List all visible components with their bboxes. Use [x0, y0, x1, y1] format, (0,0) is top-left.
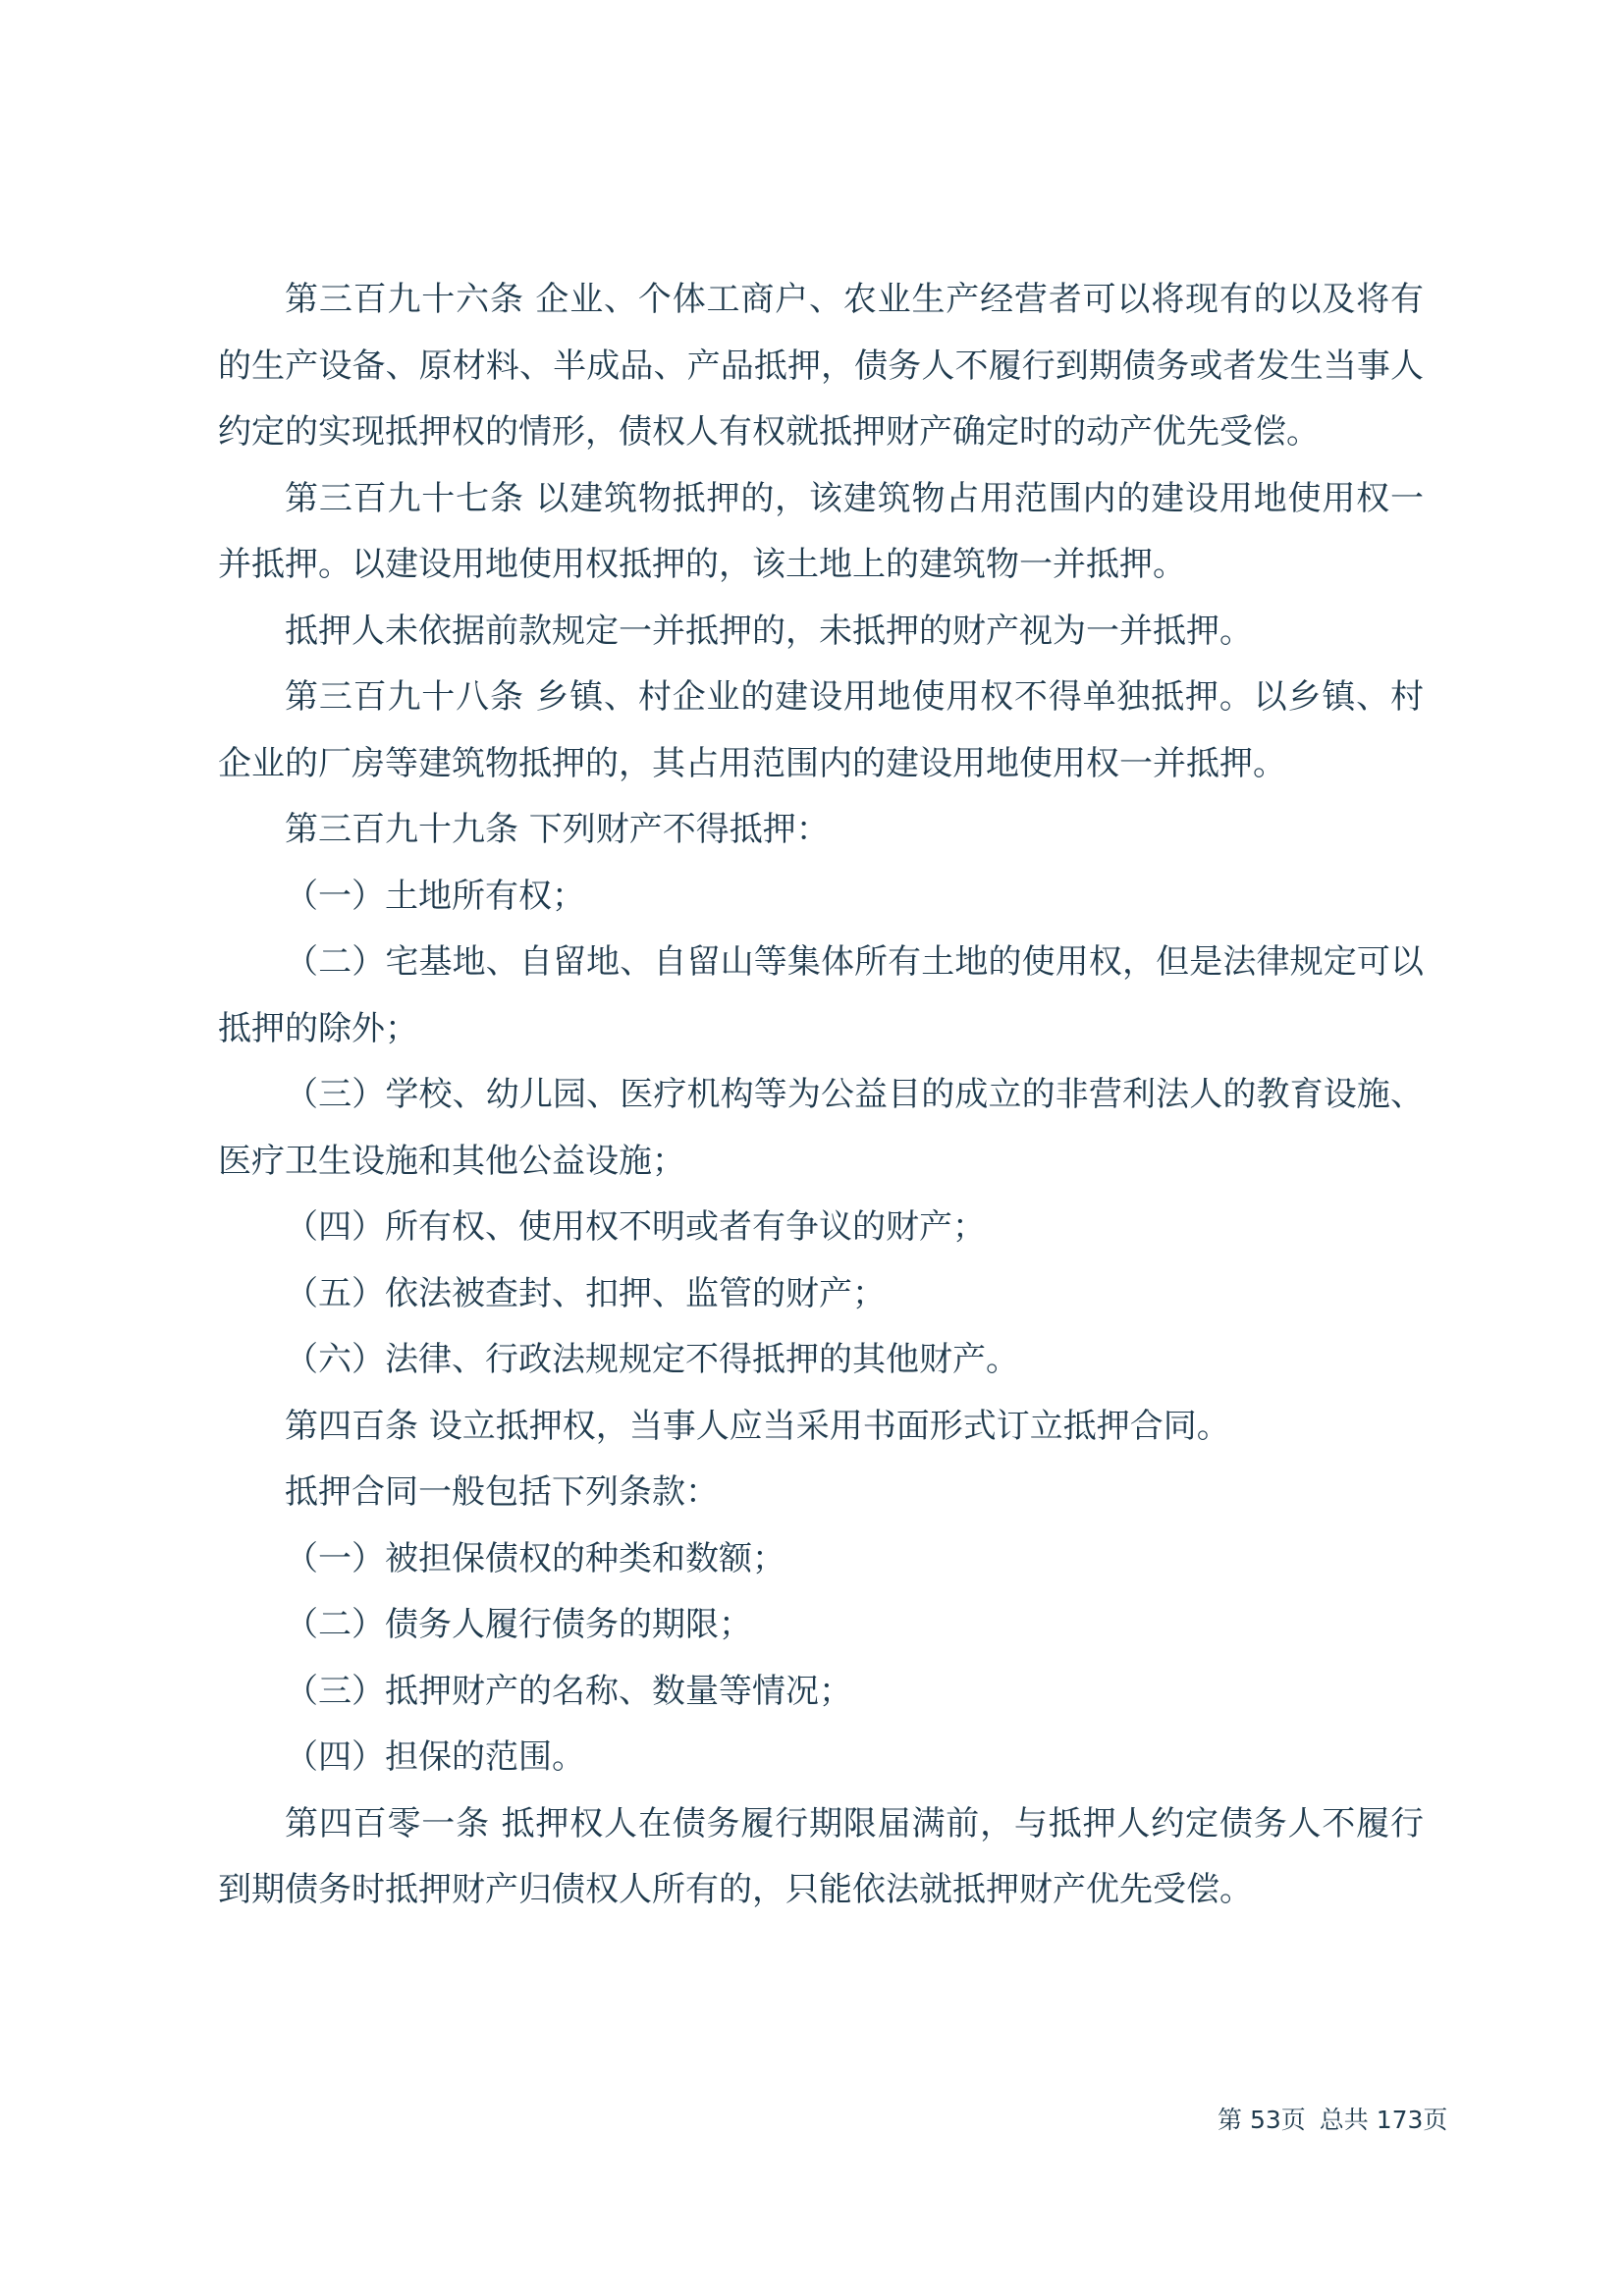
article-399-item-3: （三）学校、幼儿园、医疗机构等为公益目的成立的非营利法人的教育设施、医疗卫生设施和其他公益设施；	[218, 1075, 1424, 1181]
article-399-item-2: （二）宅基地、自留地、自留山等集体所有土地的使用权，但是法律规定可以抵押的除外；	[218, 942, 1424, 1048]
article-397-clause-2: 抵押人未依据前款规定一并抵押的，未抵押的财产视为一并抵押。	[285, 611, 1253, 651]
article-400-item-2: （二）债务人履行债务的期限；	[285, 1605, 752, 1644]
article-399-item-4: （四）所有权、使用权不明或者有争议的财产；	[285, 1207, 986, 1247]
article-399-item-6: （六）法律、行政法规规定不得抵押的其他财产。	[285, 1340, 1019, 1379]
article-400-item-1: （一）被担保债权的种类和数额；	[285, 1538, 785, 1578]
total-pages: 总共 173页	[1319, 2106, 1448, 2134]
page-number: 第 53页	[1218, 2106, 1306, 2134]
article-401: 第四百零一条 抵押权人在债务履行期限届满前，与抵押人约定债务人不履行到期债务时抵押财产归债权人所有的，只能依法就抵押财产优先受偿。	[218, 1803, 1424, 1909]
page-footer	[1218, 2101, 1461, 2136]
document-body	[218, 267, 1424, 1924]
article-396: 第三百九十六条 企业、个体工商户、农业生产经营者可以将现有的以及将有的生产设备、原材料、半成品、产品抵押，债务人不履行到期债务或者发生当事人约定的实现抵押权的情形，债权人有权就抵押财产确定时的动产优先受偿。	[218, 280, 1424, 452]
article-398: 第三百九十八条 乡镇、村企业的建设用地使用权不得单独抵押。以乡镇、村企业的厂房等建筑物抵押的，其占用范围内的建设用地使用权一并抵押。	[218, 677, 1424, 783]
article-399-item-5: （五）依法被查封、扣押、监管的财产；	[285, 1273, 886, 1313]
article-400: 第四百条 设立抵押权，当事人应当采用书面形式订立抵押合同。	[285, 1406, 1230, 1446]
article-399-item-1: （一）土地所有权；	[285, 876, 585, 916]
article-400-item-3: （三）抵押财产的名称、数量等情况；	[285, 1671, 852, 1711]
article-400-clause-2: 抵押合同一般包括下列条款：	[285, 1472, 719, 1512]
article-400-item-4: （四）担保的范围。	[285, 1737, 585, 1777]
article-397: 第三百九十七条 以建筑物抵押的，该建筑物占用范围内的建设用地使用权一并抵押。以建设用地使用权抵押的，该土地上的建筑物一并抵押。	[218, 478, 1424, 584]
article-399: 第三百九十九条 下列财产不得抵押：	[285, 810, 830, 849]
